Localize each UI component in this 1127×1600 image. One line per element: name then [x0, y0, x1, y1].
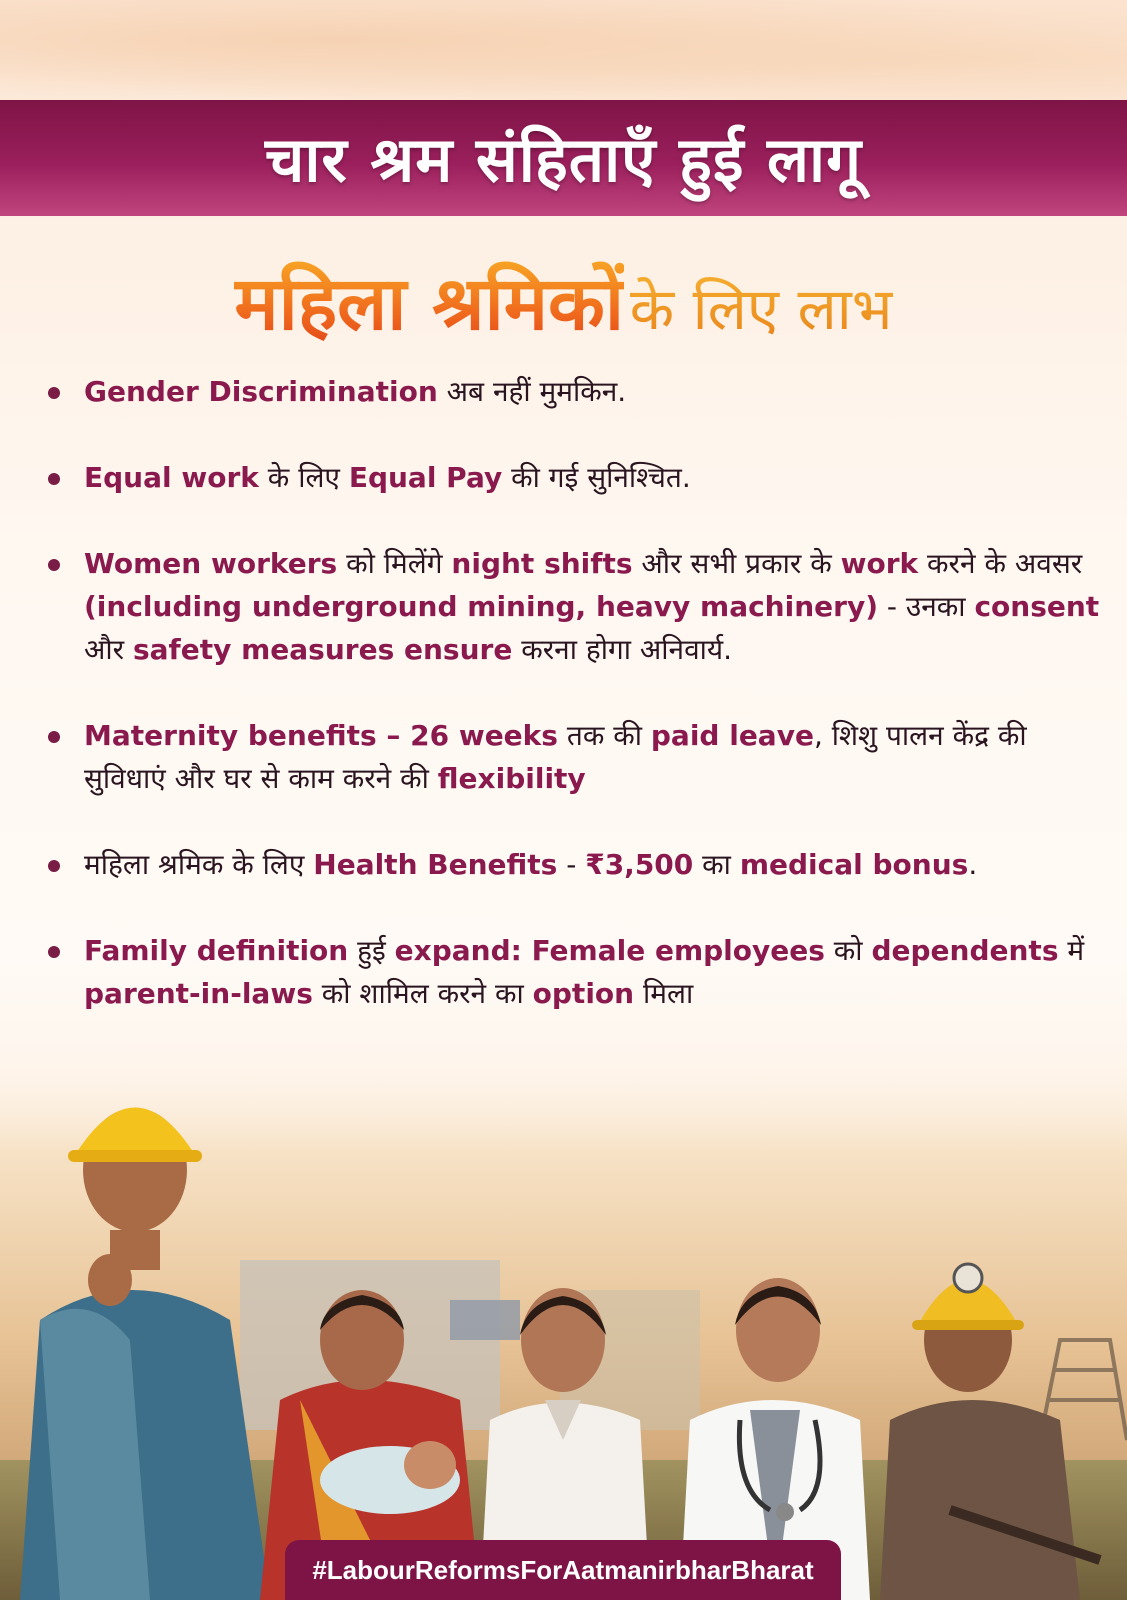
benefit-item: [46, 542, 1106, 671]
benefit-text: - उनका: [878, 590, 975, 623]
benefit-highlight-text: option: [532, 977, 635, 1010]
benefit-text: को: [824, 934, 872, 967]
benefit-highlight-text: safety measures ensure: [133, 633, 513, 666]
benefit-highlight-text: Gender Discrimination: [84, 375, 438, 408]
benefit-highlight-text: (including underground mining, heavy machinery): [84, 590, 878, 623]
benefit-text: को मिलेंगे: [337, 547, 452, 580]
benefit-text: हुई: [348, 934, 395, 967]
benefit-highlight-text: ₹3,500: [585, 848, 694, 881]
benefit-highlight-text: Equal Pay: [348, 461, 503, 494]
subtitle: [0, 262, 1127, 366]
benefit-text: की गई सुनिश्चित.: [502, 461, 691, 494]
benefit-highlight-text: Women workers: [84, 547, 338, 580]
top-background: [0, 0, 1127, 100]
page-title: चार श्रम संहिताएँ हुई लागू: [264, 123, 863, 196]
benefit-text: तक की: [557, 719, 651, 752]
benefit-highlight-text: parent-in-laws: [84, 977, 313, 1010]
benefit-highlight-text: Family definition: [84, 934, 349, 967]
benefit-item: [46, 843, 1106, 886]
benefit-highlight-text: Health Benefits: [313, 848, 558, 881]
benefit-text: , शिशु पालन केंद्र की सुविधाएं और घर से काम करने की: [84, 719, 1027, 795]
benefit-item: [46, 929, 1106, 1015]
benefit-item: [46, 370, 1106, 413]
subtitle-highlight: महिला श्रमिकों: [234, 261, 625, 347]
benefit-text: मिला: [634, 977, 694, 1010]
benefits-list: [46, 370, 1106, 1058]
benefit-highlight-text: Equal work: [84, 461, 259, 494]
benefit-text: में: [1058, 934, 1085, 967]
benefit-highlight-text: paid leave: [650, 719, 814, 752]
header-banner: [0, 100, 1127, 216]
benefit-item: [46, 714, 1106, 800]
benefit-highlight-text: night shifts: [451, 547, 633, 580]
benefit-text: और सभी प्रकार के: [632, 547, 841, 580]
benefit-item: [46, 456, 1106, 499]
subtitle-rest: के लिए लाभ: [629, 275, 893, 343]
hashtag-badge: #LabourReformsForAatmanirbharBharat: [285, 1540, 841, 1600]
benefit-highlight-text: Maternity benefits – 26 weeks: [84, 719, 558, 752]
benefit-text: महिला श्रमिक के लिए: [84, 848, 314, 881]
benefit-text: का: [693, 848, 740, 881]
benefit-highlight-text: dependents: [871, 934, 1059, 967]
benefit-highlight-text: work: [840, 547, 919, 580]
benefit-highlight-text: medical bonus: [739, 848, 969, 881]
benefit-text: करना होगा अनिवार्य.: [512, 633, 733, 666]
benefit-text: -: [557, 848, 586, 881]
benefit-text: और: [84, 633, 133, 666]
benefit-highlight-text: consent: [974, 590, 1100, 623]
benefit-text: .: [968, 848, 978, 881]
benefit-highlight-text: flexibility: [437, 762, 586, 795]
benefit-text: करने के अवसर: [918, 547, 1083, 580]
benefit-text: के लिए: [258, 461, 349, 494]
women-workers-photo: [0, 1040, 1127, 1600]
benefit-text: अब नहीं मुमकिन.: [437, 375, 627, 408]
benefit-text: को शामिल करने का: [312, 977, 533, 1010]
benefit-highlight-text: expand: Female employees: [394, 934, 825, 967]
